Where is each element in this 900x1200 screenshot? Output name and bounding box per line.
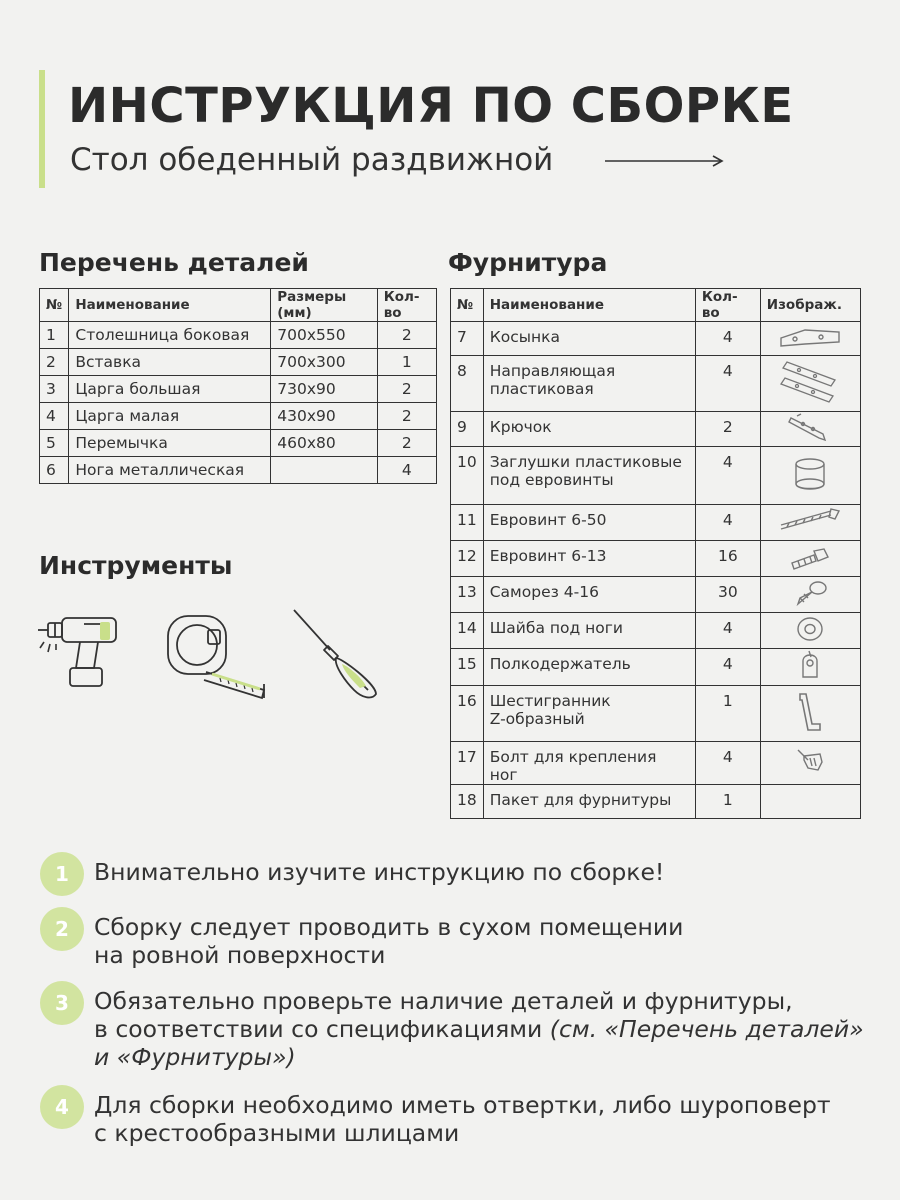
screwdriver-icon — [292, 608, 380, 702]
accent-bar — [39, 70, 45, 188]
cell-qty: 4 — [695, 505, 760, 541]
cell-name: Царга малая — [69, 403, 271, 430]
shelf-holder-icon — [795, 649, 825, 681]
step-badge: 2 — [40, 907, 84, 951]
table-row — [451, 541, 861, 577]
column-header: Кол-во — [377, 289, 436, 322]
cell-qty: 4 — [695, 649, 760, 686]
cell-name: Крючок — [483, 412, 695, 447]
cell-num: 8 — [451, 356, 484, 412]
table-row — [40, 322, 437, 349]
column-header: Кол-во — [695, 289, 760, 322]
cell-qty: 4 — [695, 742, 760, 785]
step-badge: 3 — [40, 981, 84, 1025]
cell-qty: 4 — [695, 356, 760, 412]
tape-measure-icon — [164, 612, 272, 702]
euroscrew-long-icon — [775, 507, 845, 535]
step-text: Обязательно проверьте наличие деталей и фурнитуры, в соответствии со спецификациями (см. «Перечень деталей» и «Фурнитуры») — [94, 987, 864, 1071]
cell-name: Царга большая — [69, 376, 271, 403]
cell-num: 2 — [40, 349, 69, 376]
cell-qty: 2 — [377, 403, 436, 430]
cell-name: Саморез 4-16 — [483, 577, 695, 613]
cell-num: 4 — [40, 403, 69, 430]
step-text: Сборку следует проводить в сухом помещении на ровной поверхности — [94, 913, 684, 969]
cell-name: Перемычка — [69, 430, 271, 457]
arrow-right-icon — [605, 154, 725, 168]
cell-qty: 1 — [377, 349, 436, 376]
step-text: Внимательно изучите инструкцию по сборке! — [94, 858, 665, 886]
cell-qty: 4 — [377, 457, 436, 484]
cell-name: Вставка — [69, 349, 271, 376]
hex-key-icon — [792, 690, 828, 734]
table-header-row — [40, 289, 437, 322]
cell-qty: 2 — [377, 322, 436, 349]
parts-heading: Перечень деталей — [39, 248, 309, 277]
cell-qty: 2 — [377, 376, 436, 403]
cell-num: 16 — [451, 686, 484, 742]
table-row — [40, 403, 437, 430]
table-row — [451, 613, 861, 649]
cell-qty: 2 — [695, 412, 760, 447]
cell-name: Нога металлическая — [69, 457, 271, 484]
table-row — [451, 447, 861, 505]
cell-name: Столешница боковая — [69, 322, 271, 349]
cell-num: 9 — [451, 412, 484, 447]
cell-num: 5 — [40, 430, 69, 457]
table-row — [451, 322, 861, 356]
cell-qty: 4 — [695, 447, 760, 505]
cell-num: 15 — [451, 649, 484, 686]
table-row — [40, 457, 437, 484]
cell-size: 700х300 — [271, 349, 377, 376]
table-row — [451, 742, 861, 785]
leg-bolt-icon — [792, 746, 828, 776]
table-row — [451, 686, 861, 742]
tools-heading: Инструменты — [39, 551, 233, 580]
cell-qty: 30 — [695, 577, 760, 613]
cell-name: Евровинт 6-50 — [483, 505, 695, 541]
hardware-heading: Фурнитура — [448, 248, 608, 277]
cell-size — [271, 457, 377, 484]
cell-qty: 2 — [377, 430, 436, 457]
cell-num: 14 — [451, 613, 484, 649]
table-row — [451, 577, 861, 613]
table-row — [451, 649, 861, 686]
column-header: Изображ. — [760, 289, 860, 322]
column-header: Наименование — [69, 289, 271, 322]
column-header: № — [451, 289, 484, 322]
drill-icon — [36, 610, 122, 696]
plug-cap-icon — [790, 454, 830, 494]
cell-qty: 16 — [695, 541, 760, 577]
step-badge: 4 — [40, 1085, 84, 1129]
cell-num: 10 — [451, 447, 484, 505]
table-row — [451, 356, 861, 412]
column-header: № — [40, 289, 69, 322]
cell-size: 730х90 — [271, 376, 377, 403]
cell-qty: 1 — [695, 686, 760, 742]
cell-num: 6 — [40, 457, 69, 484]
cell-qty: 4 — [695, 322, 760, 356]
cell-num: 3 — [40, 376, 69, 403]
cell-num: 17 — [451, 742, 484, 785]
cell-num: 13 — [451, 577, 484, 613]
cell-num: 11 — [451, 505, 484, 541]
washer-icon — [795, 614, 825, 644]
euroscrew-short-icon — [788, 543, 832, 571]
plastic-guide-icon — [775, 360, 845, 404]
cell-size: 700х550 — [271, 322, 377, 349]
cell-qty: 4 — [695, 613, 760, 649]
cell-name: Пакет для фурнитуры — [483, 785, 695, 819]
cell-name: Шайба под ноги — [483, 613, 695, 649]
cell-num: 18 — [451, 785, 484, 819]
parts-table — [39, 288, 437, 484]
cell-name: Направляющая пластиковая — [483, 356, 695, 412]
hardware-table — [450, 288, 861, 819]
table-row — [40, 376, 437, 403]
cell-name: Заглушки пластиковые под евровинты — [483, 447, 695, 505]
empty-image-cell — [760, 785, 860, 819]
table-row — [451, 785, 861, 819]
page-title: ИНСТРУКЦИЯ ПО СБОРКЕ — [68, 78, 794, 134]
cell-qty: 1 — [695, 785, 760, 819]
step-text: Для сборки необходимо иметь отвертки, либо шуроповерт с крестообразными шлицами — [94, 1091, 831, 1147]
table-row — [40, 349, 437, 376]
step-badge: 1 — [40, 852, 84, 896]
column-header: Наименование — [483, 289, 695, 322]
table-row — [451, 412, 861, 447]
page-subtitle: Стол обеденный раздвижной — [70, 142, 554, 178]
cell-name: Шестигранник Z-образный — [483, 686, 695, 742]
screw-icon — [790, 578, 830, 608]
cell-size: 460х80 — [271, 430, 377, 457]
hook-icon — [785, 412, 835, 442]
table-header-row — [451, 289, 861, 322]
cell-name: Полкодержатель — [483, 649, 695, 686]
cell-name: Косынка — [483, 322, 695, 356]
cell-size: 430х90 — [271, 403, 377, 430]
column-header: Размеры (мм) — [271, 289, 377, 322]
table-row — [451, 505, 861, 541]
table-row — [40, 430, 437, 457]
bracket-icon — [775, 324, 845, 350]
cell-num: 7 — [451, 322, 484, 356]
cell-name: Евровинт 6-13 — [483, 541, 695, 577]
cell-name: Болт для крепления ног — [483, 742, 695, 785]
cell-num: 12 — [451, 541, 484, 577]
cell-num: 1 — [40, 322, 69, 349]
